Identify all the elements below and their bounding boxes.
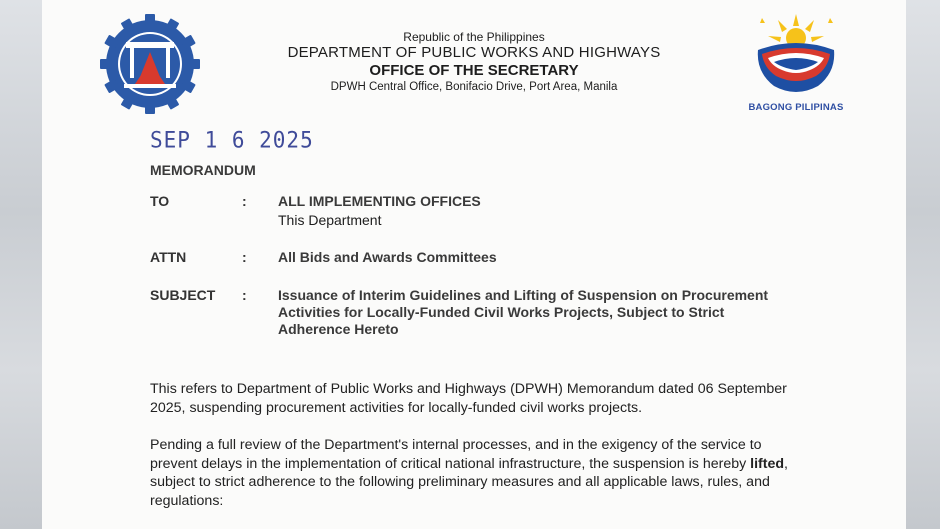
paragraph-2-text-start: Pending a full review of the Department's internal processes, and in the exigency of the service to prevent delays in the implementation of critical national infrastructure, the suspension is hereby xyxy=(150,437,762,472)
bagong-pilipinas-emblem-icon xyxy=(738,10,854,102)
republic-line: Republic of the Philippines xyxy=(403,30,545,44)
office-name: OFFICE OF THE SECRETARY xyxy=(369,62,579,79)
body-paragraph-2 xyxy=(150,436,790,510)
paragraph-2-text-end: , subject to strict adherence to the following preliminary measures and all applicable laws, rules, and regulations: xyxy=(150,455,788,509)
to-value-block xyxy=(278,193,788,229)
attn-colon: : xyxy=(242,249,247,265)
bagong-pilipinas-caption: BAGONG PILIPINAS xyxy=(748,102,844,113)
to-colon: : xyxy=(242,193,247,209)
attn-label: ATTN xyxy=(150,249,187,265)
to-subvalue: This Department xyxy=(278,212,382,228)
subject-value: Issuance of Interim Guidelines and Lifting of Suspension on Procurement Activities for Locally-Funded Civil Works Projects, Subject to Strict Adherence Hereto xyxy=(278,287,769,337)
to-value: ALL IMPLEMENTING OFFICES xyxy=(278,193,481,209)
body-paragraph-1: This refers to Department of Public Works and Highways (DPWH) Memorandum dated 06 September 2025, suspending procurement activities for locally-funded civil works projects. xyxy=(150,381,787,416)
received-date-stamp: SEP 1 6 2025 xyxy=(150,127,314,153)
lifted-emphasis: lifted xyxy=(750,455,785,472)
background-right-blur xyxy=(906,0,940,529)
subject-colon: : xyxy=(242,287,247,303)
subject-label: SUBJECT xyxy=(150,287,216,303)
bagong-pilipinas-logo xyxy=(738,10,854,120)
background-left-blur xyxy=(0,0,42,529)
to-label: TO xyxy=(150,193,170,209)
office-address: DPWH Central Office, Bonifacio Drive, Port Area, Manila xyxy=(330,81,618,93)
department-name: DEPARTMENT OF PUBLIC WORKS AND HIGHWAYS xyxy=(287,44,661,61)
attn-value: All Bids and Awards Committees xyxy=(278,249,497,265)
memorandum-title: MEMORANDUM xyxy=(150,162,256,178)
memorandum-document xyxy=(42,0,906,529)
